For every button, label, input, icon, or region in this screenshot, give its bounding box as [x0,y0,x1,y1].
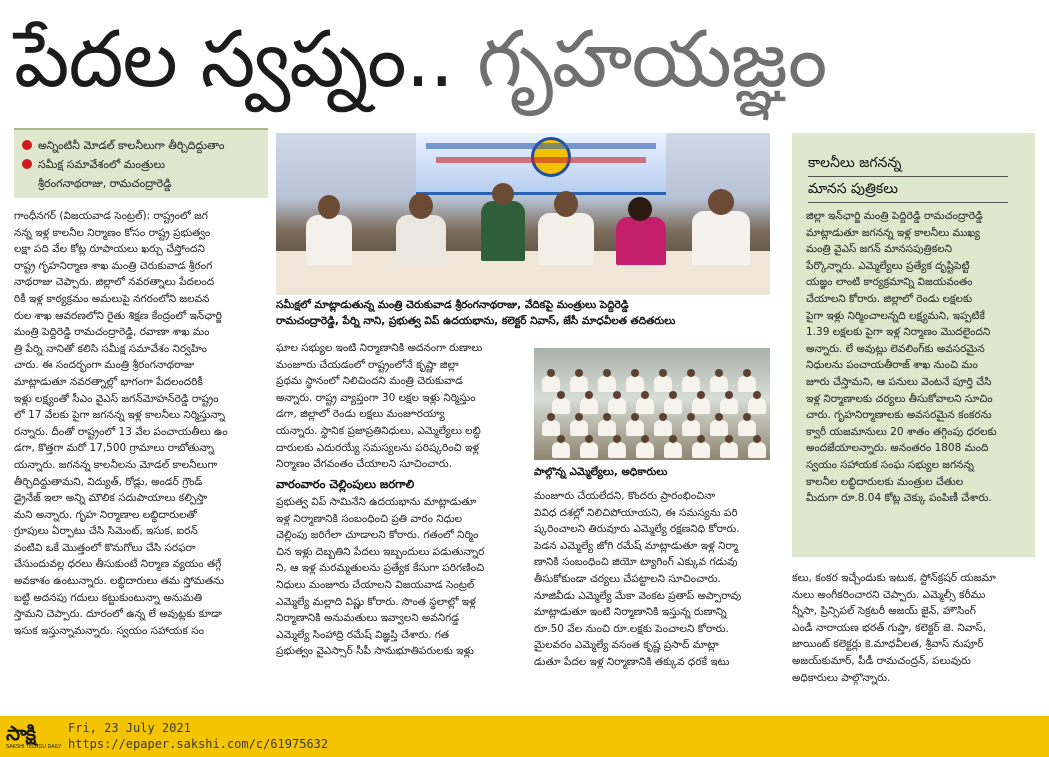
seated-person [580,442,598,458]
text-line: మాట్లాడుతూ ఇంటి నిర్మాణానికి ఇస్తున్న రుణాన్ని [534,606,727,619]
text-line: అన్నారు. లే అవుట్లు లెవలింగ్‌కు అవసరమైన [806,342,985,355]
text-line: మాట్లాడుతూ నవరత్నాల్లో భాగంగా పేదలందరికీ [14,375,203,388]
text-line: స్వయం సహాయక సంఘ సభ్యుల జగనన్న [806,458,974,471]
article-column-4 [792,570,1035,686]
seated-person [636,398,654,414]
text-line: త్రి పేర్ని నానితో కలిసి సమీక్ష సమావేశం నిర్వహిం [14,342,207,355]
text-line: ప్రథమ స్థానంలో నిలిచిందని మంత్రి చెరుకువాడ [276,375,463,388]
text-line: చెల్లింపు జరిగేలా చూడాలని కోరారు. గతంలో నిర్మిం [276,529,479,542]
text-line: గ్రూపులు ఏర్పాటు చేసి సిమెంట్, ఇసుక, ఐరన్ [14,525,198,538]
seated-person [720,442,738,458]
text-line: అధికారులు పాల్గొన్నారు. [792,671,891,684]
audience-photo [534,348,770,460]
seated-person [608,442,626,458]
text-line: ఘాల సభ్యుల ఇంటి నిర్మాణానికి అదనంగా రుణాలు [276,342,483,354]
headline-part-2: గృహయజ్ఞం [477,15,827,105]
text-line: కలు, కంకర ఇచ్చేందుకు ఇటుక, స్టోన్‌క్రషర్ యజమా [792,572,996,584]
text-line: నిర్మాణం వేగవంతం చేయాలని సూచించారు. [276,458,452,471]
text-line: మంజూరు చేయడంలో రాష్ట్రంలోనే కృష్ణా జిల్లా [276,358,459,371]
text-line: తీర్చిదిద్దుతామని, విద్యుత్, రోడ్లు, అండర్ గ్రౌండ్ [14,475,203,488]
seated-person [720,398,738,414]
seated-person [692,442,710,458]
text-line: లో 17 వేలకు పైగా జగనన్న ఇళ్ల కాలనీలు నిర్మిస్తున్నా [14,409,226,422]
photo-2-caption: పాల్గొన్న ఎమ్మెల్యేలు, అధికారులు [534,466,668,478]
text-line: నాథరాజు చెప్పారు. జిల్లాలో నవరత్నాలు పేదలంద [14,276,215,289]
text-line: పైగా ఇళ్లు నిర్మించాలన్నది లక్ష్యమని, ఇప్పటికే [806,309,985,322]
text-line: కాలనీల లబ్ధిదారులకు మంత్రుల చేతుల [806,475,964,488]
seated-person [542,376,560,392]
text-line: 1.39 లక్షలకు పైగా ఇళ్ల నిర్మాణం మొదలైందని [806,326,991,339]
text-line: ప్రభుత్వ విప్ సామినేని ఉదయభాను మాట్లాడుతూ [276,496,477,508]
seated-person [552,442,570,458]
article-column-1 [14,208,268,639]
text-line: ఇళ్ల నిర్మాణానికి సంబంధించి ప్రతి వారం నిధుల [276,512,463,525]
text-line: ఇళ్ల నిర్మాణాలకు చర్యలు తీసుకోవాలని సూచిం [806,392,993,405]
seated-person [636,442,654,458]
highlights-box [14,128,268,198]
sidebar-box-text [806,208,1024,507]
seated-person [738,376,756,392]
seated-person [710,420,728,436]
text-line: లక్షా పది వేల కోట్ల రూపాయలు ఖర్చు చేస్తోందని [14,243,205,256]
edition-date: Fri, 23 July 2021 [68,721,191,735]
text-line: దారులకు ఎదురయ్యే సమస్యలను పరిష్కరించి ఇళ్ల [276,441,479,454]
text-line: గాంధీనగర్ (విజయవాడ సెంట్రల్): రాష్ట్రంలో జగ [14,210,208,222]
text-line: జూరు చేస్తామని, ఆ పనులు వెంటనే పూర్తి చేసి [806,375,992,388]
text-line: వంటివి ఒకే మొత్తంలో కొనుగోలు చేసి సరఫరా [14,541,196,554]
text-line: రూ.50 వేల నుంచి రూ.లక్షకు పెంచాలని కోరారు. [534,622,729,635]
box-title-rule [808,202,1008,203]
highlight-item [22,155,262,174]
text-line: నూజివీడు ఎమ్మెల్యే మేకా వెంకట ప్రతాప్ అప్పారావు [534,589,742,602]
text-line: యన్నారు. జగనన్న కాలనీలను మోడల్ కాలనీలుగా [14,458,218,471]
epaper-link[interactable]: https://epaper.sakshi.com/c/61975632 [68,737,329,751]
text-line: రికీ ఇళ్ల కార్యక్రమం అమలుపై నగరంలోని జలవన [14,292,210,305]
text-line: ష్కరించాలని తిరువూరు ఎమ్మెల్యే రక్షణనిధి కోరారు. [534,523,740,536]
seated-person [654,376,672,392]
red-bullet-icon [22,159,32,169]
text-line: నిధులను పంచాయతీరాజ్ శాఖ నుంచి మం [806,359,978,372]
text-line: మంజూరు చేయలేదని, కొందరు ప్రారంభించినా [534,490,716,502]
text-line: యజ్ఞం లాంటి కార్యక్రమాన్ని విజయవంతం [806,276,973,289]
seated-person [598,420,616,436]
text-line: రన్నారు. దీంతో రాష్ట్రంలో 13 వేల పంచాయతీలు ఉం [14,425,228,438]
text-line: మని అన్నారు. గృహ నిర్మాణాల లబ్ధిదారులతో [14,508,197,521]
seated-person [608,398,626,414]
seated-person [626,420,644,436]
seated-person [748,398,766,414]
text-line: అజయ్‌కుమార్, పీడీ రామచంద్రన్, పలువురు [792,654,971,667]
text-line: మైలవరం ఎమ్మెల్యే వసంత కృష్ణ ప్రసాద్ మాట్లా [534,639,719,652]
text-line: చేయాలని కోరారు. జిల్లాలో రెండు లక్షలకు [806,292,973,305]
article-column-2-continued [276,494,528,660]
seated-person [738,420,756,436]
seated-person [598,376,616,392]
text-line: తీసుకోకుండా చర్యలు చేపట్టాలని సూచించారు. [534,572,721,585]
seated-person [664,398,682,414]
text-line: పెడన ఎమ్మెల్యే జోగి రమేష్ మాట్లాడుతూ ఇళ్ల నిర్మా [534,539,738,552]
text-line: జాయింట్ కలెక్టర్లు కె.మాధవీలత, శ్రీవాస్ నుపూర్ [792,638,984,651]
text-line: రుల శాఖ ఆవరణలోని రైతు శిక్షణ కేంద్రంలో ఇన్‌ఛార్జి [14,309,222,322]
red-bullet-icon [22,140,32,150]
seated-person [654,420,672,436]
seated-person [580,398,598,414]
text-line: చిన ఇళ్లు దెబ్బతిని పేదలు ఇబ్బందులు పడుతున్నార [276,545,485,558]
seated-person [710,376,728,392]
text-line: నన్న ఇళ్ల కాలనీల నిర్మాణం కోసం రాష్ట్ర ప్రభుత్వం [14,226,211,239]
text-line: నిధులు మంజూరు చేయాలని విజయవాడ సెంట్రల్ [276,578,475,591]
highlight-item [22,136,262,155]
meeting-photo [276,133,770,295]
sakshi-logo: సాక్షి SAKSHI TELUGU DAILY [6,721,62,750]
box-title: కాలనీలు జగనన్న మానస పుత్రికలు [808,155,902,197]
seated-person [542,420,560,436]
seated-person [552,398,570,414]
text-line: క్వారీ యజమానులు 20 శాతం తగ్గింపు ధరలకు [806,425,997,438]
headline [14,4,1044,120]
seated-person [664,442,682,458]
seated-person [570,376,588,392]
text-line: మంత్రి వైఎస్ జగన్ మానసపుత్రికలని [806,243,953,256]
text-line: స్తామని చెప్పారు. దూరంలో ఉన్న లే అవుట్లకు కూడా [14,608,222,621]
text-line: ఇళ్లు లక్ష్యంతో సీఎం వైఎస్ జగన్‌మోహన్‌రెడ్డి రాష్ట్రం [14,392,219,405]
text-line: చారు. ఈ సందర్భంగా మంత్రి శ్రీరంగనాథరాజు [14,359,195,372]
footer-bar [0,716,1049,757]
text-line: నులు అంగీకరించారని చెప్పారు. ఎమ్మెల్సీ కరీము [792,588,986,601]
seated-person [682,420,700,436]
text-line: ని, ఆ ఇళ్ల మరమ్మతులను ప్రత్యేక కేసుగా పరిగణించి [276,562,485,575]
seated-person [570,420,588,436]
text-line: మీదుగా రూ.8.04 కోట్ల చెక్కు పంపిణీ చేశారు. [806,492,992,505]
text-line: బట్టి అదనపు గదులు కట్టుకుంటున్నా అనుమతి [14,591,203,604]
text-line: న్నీసా, ప్రిన్సిపల్ సెక్రటరీ అజయ్ జైన్, హౌసింగ్ [792,605,976,618]
text-line: పేర్కొన్నారు. ఎమ్మెల్యేలు ప్రత్యేక దృష్టిపెట్టి [806,259,970,272]
text-line: ణానికి సంబంధించి జియో ట్యాగింగ్ ఎక్కువ గడువు [534,556,738,569]
text-line: డుతూ పేదల ఇళ్ల నిర్మాణానికి తక్కువ ధరకే ఇటు [534,655,730,668]
text-line: రాష్ట్ర గృహనిర్మాణ శాఖ మంత్రి చెరుకువాడ శ్రీరంగ [14,259,213,272]
text-line: ఎండీ నారాయణ భరత్ గుప్తా, కలెక్టర్ జె. నివాస్, [792,621,987,634]
text-line: అందజేయాలన్నారు. అనంతరం 1808 మంది [806,442,989,455]
highlight-text: సమీక్ష సమావేశంలో మంత్రులు [38,158,165,171]
text-line: యన్నారు. స్థానిక ప్రజాప్రతినిధులు, ఎమ్మెల్యేలు లబ్ధి [276,424,481,437]
text-line: చేసుందువల్ల ధరలు తీసుకుంటే నిర్మాణ వ్యయం తగ్గే [14,558,222,571]
highlight-text-continued: శ్రీరంగనాథరాజు, రామచంద్రారెడ్డి [38,177,172,190]
seated-person [682,376,700,392]
text-line: డగా, కొత్తగా మరో 17,500 గ్రామాలు రాబోతున్నా [14,442,215,455]
text-line: జిల్లా ఇన్‌ఛార్జి మంత్రి పెద్దిరెడ్డి రామచంద్రారెడ్డి [806,210,983,222]
text-line: మంత్రి పెద్దిరెడ్డి రామచంద్రారెడ్డి, రవాణా శాఖ మం [14,326,210,339]
seated-person [692,398,710,414]
text-line: అవకాశం ఉంటున్నారు. లబ్ధిదారులు తమ స్తోమతను [14,575,225,588]
text-line: అన్నారు. రాష్ట్ర వ్యాప్తంగా 30 లక్షల ఇళ్లు నిర్మిస్తుం [276,391,476,404]
text-line: మాట్లాడుతూ జగనన్న ఇళ్ల కాలనీలు ముఖ్య [806,226,980,239]
text-line: నిర్మాణానికి అనుమతులు ఇవ్వాలని అవనిగడ్డ [276,612,460,625]
article-column-3 [534,488,770,671]
text-line: ఎమ్మెల్యే సింహాద్రి రమేష్ విజ్ఞప్తి చేశారు. గత [276,628,450,641]
text-line: ఇసుక ఇస్తున్నామన్నారు. స్వయం సహాయక సం [14,624,204,637]
box-title-rule [808,176,1008,177]
article-column-2 [276,340,528,473]
text-line: ప్రభుత్వం వైఎస్సార్ సీపీ సానుభూతిపరులకు ఇళ్లు [276,645,474,658]
photo-caption: సమీక్షలో మాట్లాడుతున్న మంత్రి చెరుకువాడ శ్రీరంగనాథరాజు, వేదికపై మంత్రులు పెద్దిరెడ్డి రామచంద్రారెడ్డి, పేర్ని నాని, ప్రభుత్వ విప్ ఉదయభాను, కలెక్టర్ నివాస్, జేసీ మాధవీలత తదితరులు [276,299,676,327]
text-line: డ్రైనేజ్ ఇలా అన్ని మౌలిక సదుపాయాలు కల్పిస్తా [14,492,208,505]
subheading: వారంవారం చెల్లింపులు జరగాలి [276,477,415,491]
highlight-text: అన్నింటినీ మోడల్ కాలనీలుగా తీర్చిదిద్దుతాం [38,139,225,152]
text-line: చారు. గృహనిర్మాణాలకు అవసరమైన కంకరను [806,409,992,422]
text-line: డగా, జిల్లాలో రెండు లక్షలు మంజూరయ్యా [276,408,445,421]
seated-person [626,376,644,392]
text-line: వివిధ దశల్లో నిలిచిపోయాయని, ఈ సమస్యను పరి [534,506,738,519]
seated-person [748,442,766,458]
headline-part-1: పేదల స్వప్నం.. [14,15,454,105]
text-line: ఎమ్మెల్యే మల్లాది విష్ణు కోరారు. సొంత స్థలాల్లో ఇళ్ల [276,595,476,608]
